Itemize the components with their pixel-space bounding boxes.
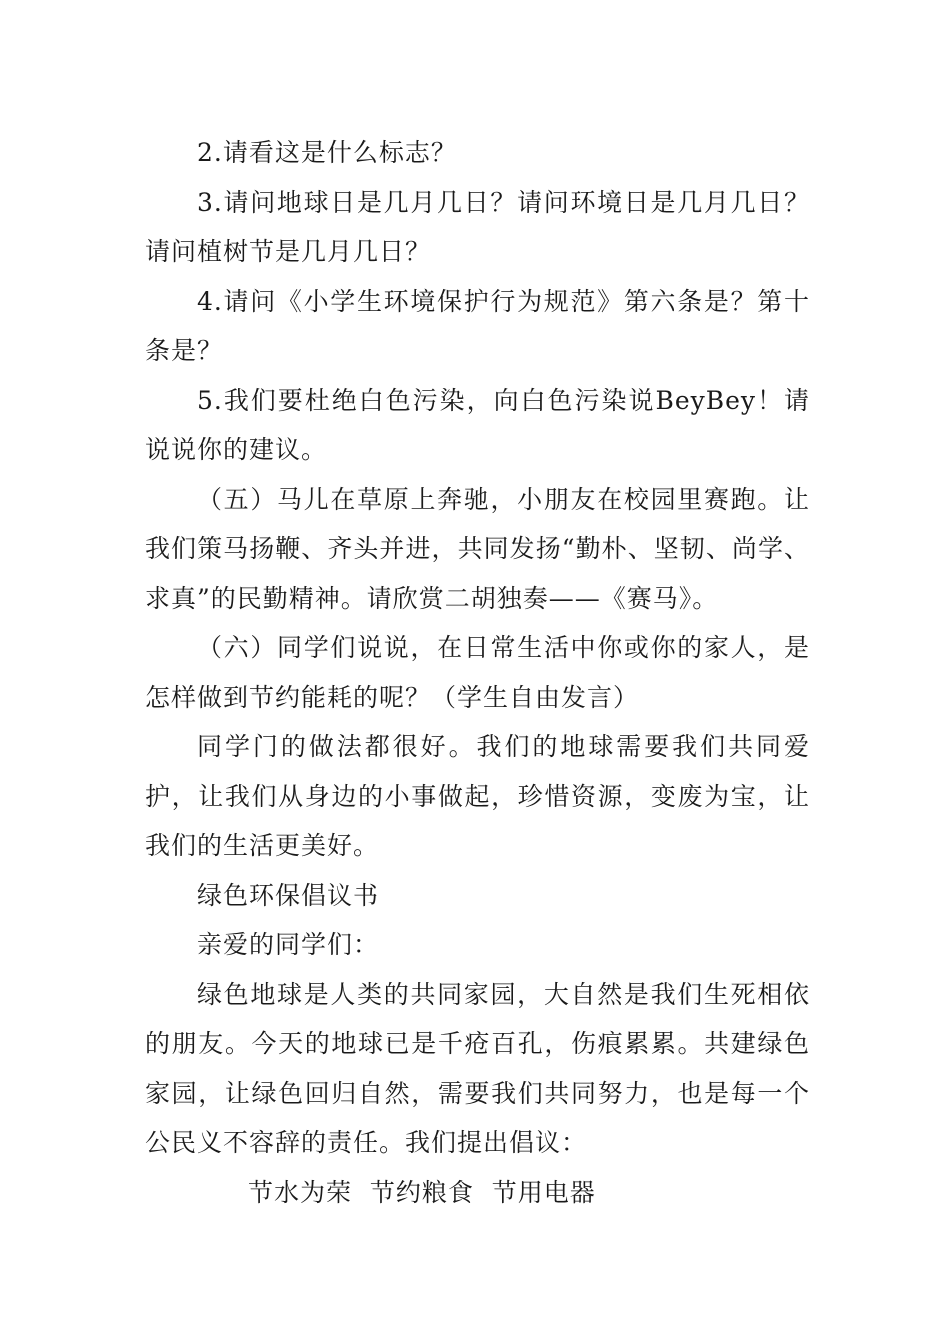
section-6-paragraph: （六）同学们说说，在日常生活中你或你的家人，是怎样做到节约能耗的呢？（学生自由发言） bbox=[145, 633, 810, 712]
proposal-slogans: 节水为荣 节约粮食 节用电器 bbox=[248, 1177, 596, 1207]
section-5-paragraph: （五）马儿在草原上奔驰，小朋友在校园里赛跑。让我们策马扬鞭、齐头并进，共同发扬“勤朴、坚韧、尚学、求真”的民勤精神。请欣赏二胡独奏——《赛马》。 bbox=[145, 484, 810, 613]
summary-paragraph: 同学门的做法都很好。我们的地球需要我们共同爱护，让我们从身边的小事做起，珍惜资源，变废为宝，让我们的生活更美好。 bbox=[145, 732, 810, 860]
question-5: 5.我们要杜绝白色污染，向白色污染说BeyBey！请说说你的建议。 bbox=[145, 385, 810, 464]
question-4: 4.请问《小学生环境保护行为规范》第六条是？第十条是？ bbox=[145, 286, 810, 365]
proposal-body: 绿色地球是人类的共同家园，大自然是我们生死相依的朋友。今天的地球已是千疮百孔，伤痕累累。共建绿色家园，让绿色回归自然，需要我们共同努力，也是每一个公民义不容辞的责任。我们提出倡议： bbox=[145, 979, 810, 1157]
document-body bbox=[145, 128, 810, 1217]
question-3: 3.请问地球日是几月几日？请问环境日是几月几日？请问植树节是几月几日？ bbox=[145, 187, 810, 266]
question-2: 2.请看这是什么标志？ bbox=[197, 138, 457, 167]
proposal-greeting: 亲爱的同学们： bbox=[197, 930, 380, 959]
proposal-title: 绿色环保倡议书 bbox=[197, 880, 380, 910]
